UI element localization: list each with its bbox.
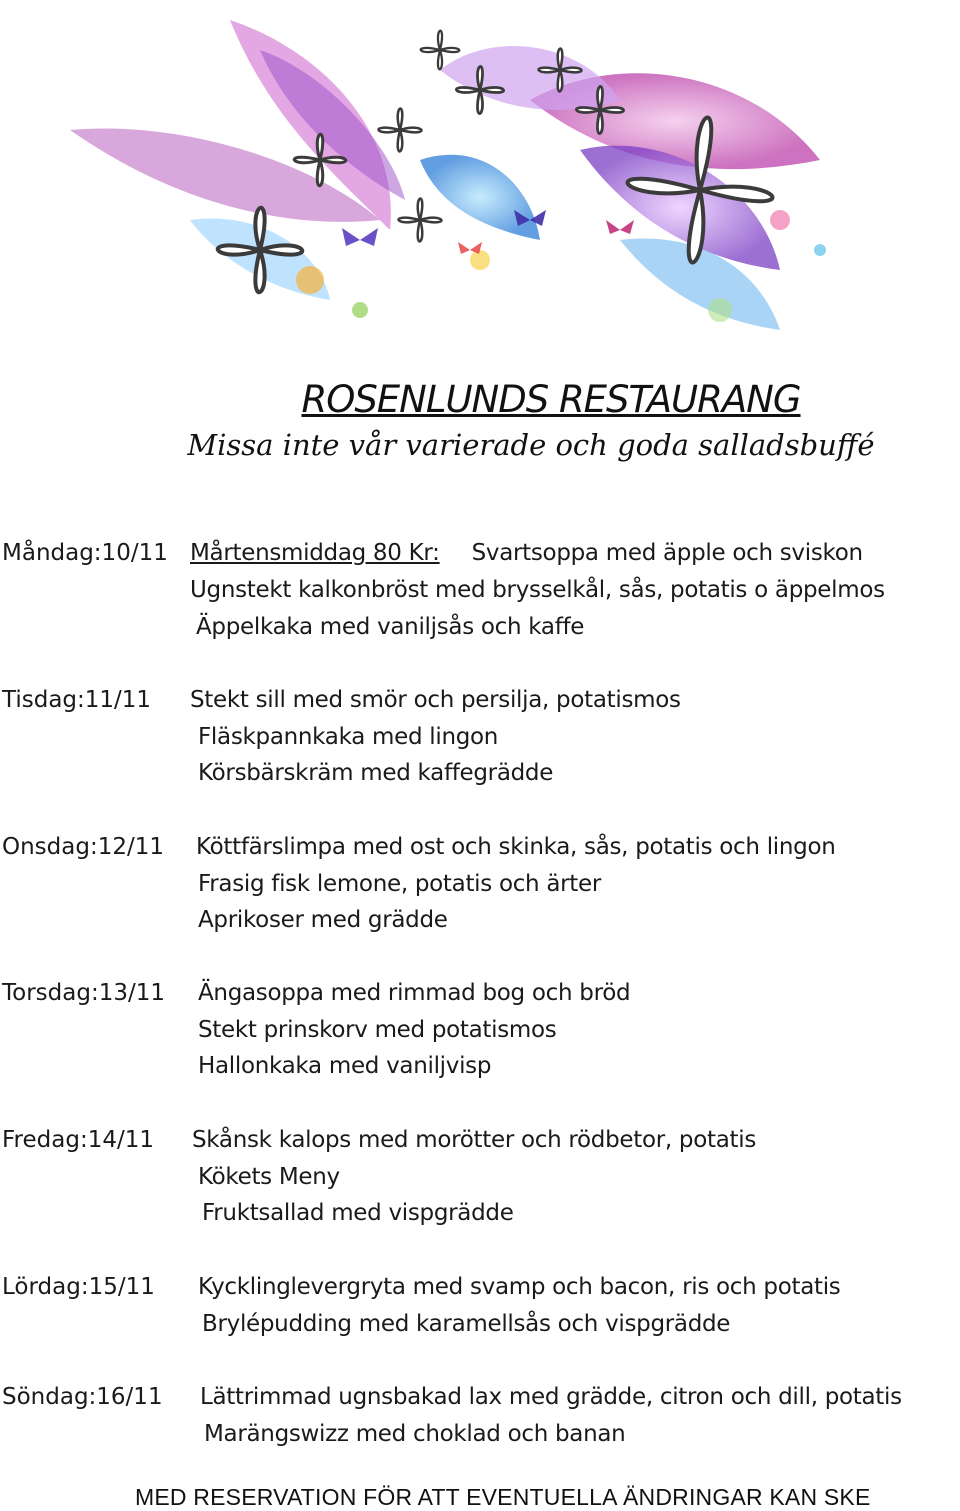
menu-item: Stekt prinskorv med potatismos [198,1017,557,1043]
menu-item: Ugnstekt kalkonbröst med brysselkål, sås, potatis o äppelmos [190,577,885,603]
special-offer-label: Mårtensmiddag 80 Kr: [190,540,440,566]
menu-item: Körsbärskräm med kaffegrädde [198,760,554,786]
menu-item: Köttfärslimpa med ost och skinka, sås, potatis och lingon [196,834,836,860]
day-label: Tisdag:11/11 [2,687,152,713]
menu-item: Svartsoppa med äpple och sviskon [471,540,863,566]
menu-item: Kycklinglevergryta med svamp och bacon, ris och potatis [198,1274,841,1300]
menu-item: Frasig fisk lemone, potatis och ärter [198,871,602,897]
day-label: Söndag:16/11 [2,1384,163,1410]
day-label: Måndag:10/11 [2,540,168,566]
day-label: Lördag:15/11 [2,1274,155,1300]
menu-item: Ängasoppa med rimmad bog och bröd [198,980,631,1006]
day-label: Torsdag:13/11 [2,980,165,1006]
menu-item: Marängswizz med choklad och banan [204,1421,626,1447]
menu-item: Stekt sill med smör och persilja, potatismos [190,687,681,713]
reservation-disclaimer: MED RESERVATION FÖR ATT EVENTUELLA ÄNDRINGAR KAN SKE [135,1484,871,1510]
menu-item: Hallonkaka med vaniljvisp [198,1053,492,1079]
menu-item: Lättrimmad ugnsbakad lax med grädde, citron och dill, potatis [200,1384,902,1410]
day-label: Fredag:14/11 [2,1127,154,1153]
floral-artwork [60,10,900,350]
salad-buffet-tagline: Missa inte vår varierade och goda salladsbuffé [187,428,875,462]
menu-item: Kökets Meny [198,1164,340,1190]
restaurant-title: ROSENLUNDS RESTAURANG [301,378,801,421]
menu-item: Brylépudding med karamellsås och vispgrädde [202,1311,731,1337]
menu-line [190,540,863,566]
menu-item: Äppelkaka med vaniljsås och kaffe [196,614,585,640]
menu-item: Fläskpannkaka med lingon [198,724,499,750]
day-label: Onsdag:12/11 [2,834,164,860]
menu-item: Aprikoser med grädde [198,907,448,933]
menu-item: Skånsk kalops med morötter och rödbetor, potatis [192,1127,757,1153]
menu-item: Fruktsallad med vispgrädde [202,1200,514,1226]
